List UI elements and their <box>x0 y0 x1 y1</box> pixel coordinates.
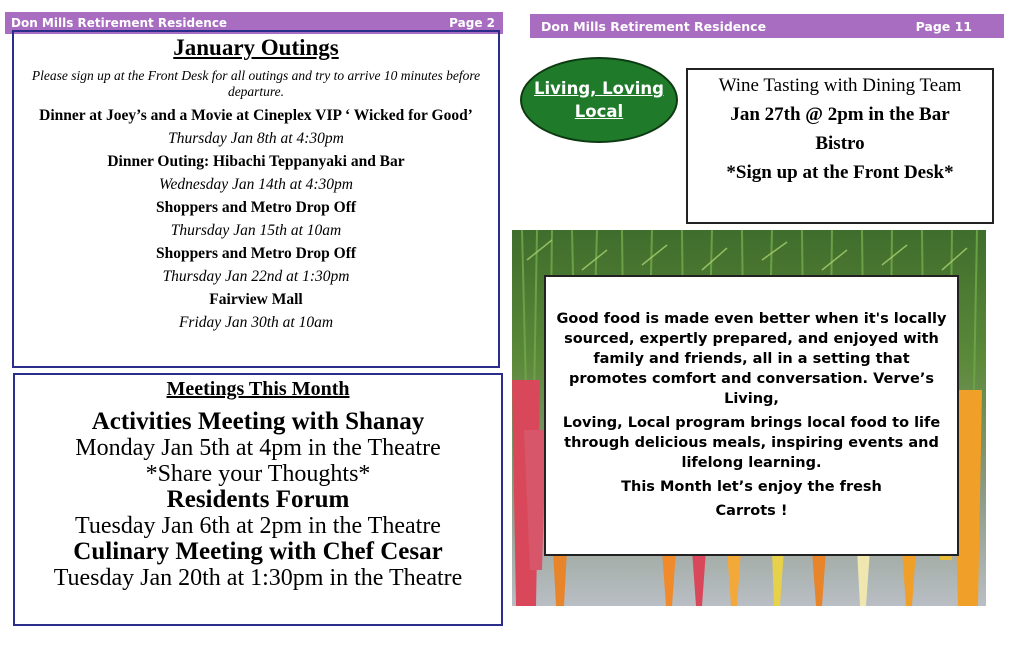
meeting-detail: *Share your Thoughts* <box>145 461 371 487</box>
living-loving-local-description <box>544 275 959 556</box>
wine-tasting-box <box>686 68 994 224</box>
meeting-heading: Residents Forum <box>166 486 350 513</box>
outings-title: January Outings <box>173 35 339 60</box>
meetings-title: Meetings This Month <box>166 378 350 400</box>
wine-signup: *Sign up at the Front Desk* <box>726 162 954 183</box>
outings-note: Please sign up at the Front Desk for all outings and try to arrive 10 minutes before departure. <box>31 68 481 99</box>
outing-date: Thursday Jan 22nd at 1:30pm <box>162 268 350 285</box>
residence-title: Don Mills Retirement Residence <box>11 16 228 30</box>
meeting-detail: Tuesday Jan 20th at 1:30pm in the Theatre <box>53 565 463 591</box>
wine-title: Wine Tasting with Dining Team <box>718 75 962 96</box>
feature-paragraph: Loving, Local program brings local food to life through delicious meals, inspiring events and lifelong learning. <box>562 415 941 471</box>
meeting-detail: Monday Jan 5th at 4pm in the Theatre <box>75 435 441 461</box>
outing-name: Shoppers and Metro Drop Off <box>155 199 357 216</box>
feature-paragraph: This Month let’s enjoy the fresh <box>621 479 882 495</box>
meeting-heading: Culinary Meeting with Chef Cesar <box>73 538 443 565</box>
outing-name: Fairview Mall <box>209 291 303 308</box>
outing-date: Wednesday Jan 14th at 4:30pm <box>158 176 353 193</box>
page-number: Page 11 <box>915 18 972 34</box>
residence-title: Don Mills Retirement Residence <box>541 18 767 34</box>
outing-date: Friday Jan 30th at 10am <box>178 314 334 331</box>
outing-date: Thursday Jan 8th at 4:30pm <box>168 130 344 147</box>
feature-paragraph: Carrots ! <box>715 503 788 519</box>
meetings-box <box>13 373 503 626</box>
wine-location: Bistro <box>815 133 865 154</box>
living-loving-local-badge <box>520 57 678 143</box>
badge-line: Living, Loving <box>534 79 664 98</box>
page-number: Page 2 <box>449 16 495 30</box>
outings-box <box>12 30 500 368</box>
outing-date: Thursday Jan 15th at 10am <box>170 222 342 239</box>
feature-paragraph: Good food is made even better when it's locally sourced, expertly prepared, and enjoyed with family and friends, all in a setting that promotes comfort and conversation. Verve’s Living, <box>556 311 947 407</box>
badge-line: Local <box>574 102 624 121</box>
meeting-detail: Tuesday Jan 6th at 2pm in the Theatre <box>75 513 441 539</box>
meeting-heading: Activities Meeting with Shanay <box>91 408 425 435</box>
wine-date: Jan 27th @ 2pm in the Bar <box>730 104 950 125</box>
outing-name: Dinner Outing: Hibachi Teppanyaki and Bar <box>107 153 405 170</box>
outing-name: Dinner at Joey’s and a Movie at Cineplex VIP ‘ Wicked for Good’ <box>39 107 473 124</box>
outing-name: Shoppers and Metro Drop Off <box>155 245 357 262</box>
page-header-right <box>530 14 1004 38</box>
